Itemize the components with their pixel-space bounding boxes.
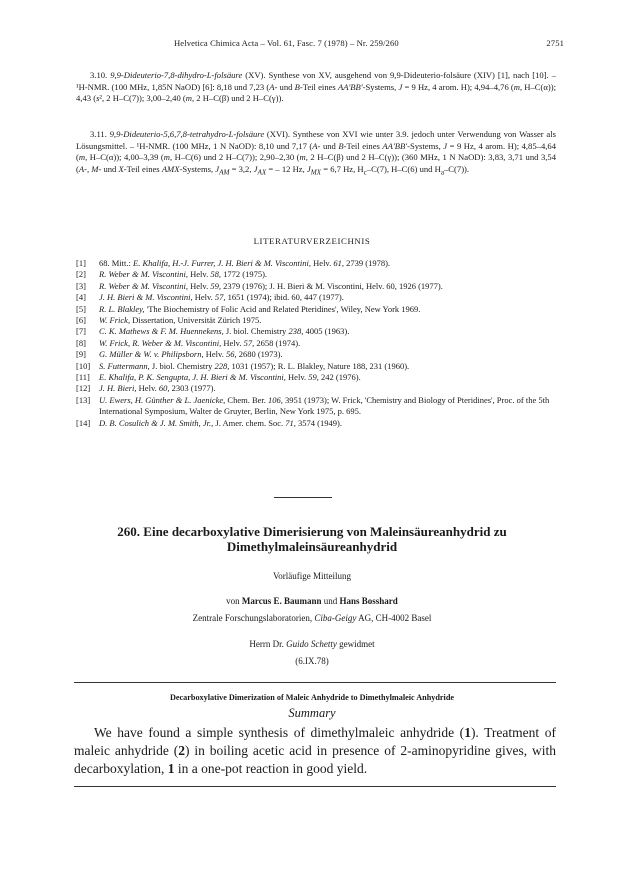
- reference-details: 2303 (1977).: [169, 383, 216, 394]
- abstract-top-rule: [74, 682, 556, 683]
- reference-source: Helv.: [221, 337, 244, 348]
- text-run: m: [299, 152, 306, 163]
- affiliation: [0, 613, 624, 623]
- author-name: Marcus E. Baumann: [241, 596, 322, 606]
- reference-number: [7]: [76, 326, 86, 337]
- reference-authors: W. Frick,: [99, 315, 131, 326]
- text-run: , H–C(6) und 2 H–C(7)); 2,90–2,30 (: [170, 152, 300, 163]
- author-name: Hans Bosshard: [339, 596, 398, 606]
- reference-details: 242 (1976).: [318, 372, 361, 383]
- reference-source: Dissertation, Universität Zürich 1975.: [130, 315, 262, 326]
- text-run: ) in boiling acetic acid in presence of 2-aminopyridine gives, with decarboxylation,: [74, 743, 556, 776]
- reference-source: J. Amer. chem. Soc.: [213, 417, 286, 428]
- text-run: und: [277, 81, 295, 92]
- text-run: (XVI). Synthese von XVI wie unter 3.9. jedoch unter Verwendung von Wasser als Lösungsmittel. – ¹H-NMR. (100 MHz, 1 N NaOD): 8,10 und 7,17 (: [76, 129, 556, 151]
- english-title: Decarboxylative Dimerization of Maleic Anhydride to Dimethylmaleic Anhydride: [169, 693, 455, 702]
- author-line: [0, 596, 624, 606]
- text-run: = 6,7 Hz, H: [321, 163, 364, 174]
- reference-list: [76, 258, 556, 429]
- reference-authors: W. Frick, R. Weber & M. Viscontini,: [99, 337, 222, 348]
- reference-volume: 57,: [243, 337, 255, 348]
- reference-number: [11]: [76, 372, 90, 383]
- text-run: , H–C(α)); 4,00–3,39 (: [85, 152, 164, 163]
- article-title-line: Dimethylmaleinsäureanhydrid: [226, 539, 398, 554]
- reference-item: [76, 258, 556, 269]
- text-run: (XV). Synthese von XV, ausgehend von 9,9-Dideuterio-folsäure (XIV) [1], nach [10]. – ¹H-NMR. (100 MHz, 1,85N NaOD) [6]: 8,18 und 7,23 (: [76, 70, 556, 92]
- text-run: B: [294, 81, 300, 92]
- reference-item: [76, 361, 556, 372]
- reference-source: Helv.: [136, 383, 159, 394]
- section-3-10: [76, 70, 556, 105]
- section-3-11: [76, 129, 556, 179]
- reference-number: [8]: [76, 337, 86, 348]
- reference-number: [9]: [76, 349, 86, 360]
- text-run: , H–C(α)); 4,43 (: [76, 81, 557, 104]
- page-number: 2751: [546, 38, 564, 48]
- text-run: AA'BB': [337, 81, 363, 92]
- summary-paragraph: [74, 724, 556, 778]
- reference-number: [4]: [76, 292, 86, 303]
- reference-item: [76, 395, 556, 418]
- reference-details: 3574 (1949).: [295, 417, 342, 428]
- section-number: 3.11.: [90, 129, 110, 139]
- reference-authors: C. K. Mathews & F. M. Huennekens,: [99, 326, 224, 337]
- reference-details: 2680 (1973).: [236, 349, 283, 360]
- reference-item: [76, 338, 556, 349]
- text-run: –C(7), H–C(6) und H: [366, 163, 441, 174]
- reference-details: 1772 (1975).: [221, 269, 268, 280]
- text-run: 1: [167, 761, 175, 776]
- text-run: c: [363, 168, 367, 177]
- reference-item: [76, 418, 556, 429]
- text-run: von: [226, 596, 242, 606]
- article-title-line: 260. Eine decarboxylative Dimerisierung von Maleinsäureanhydrid zu: [117, 524, 507, 539]
- text-run: a: [440, 168, 444, 177]
- reference-item: [76, 372, 556, 383]
- reference-authors: E. Khalifa, P. K. Sengupta, J. H. Bieri & M. Viscontini,: [99, 372, 286, 383]
- text-run: 1: [464, 725, 471, 740]
- reference-number: [10]: [76, 360, 91, 371]
- reference-source: Helv.: [285, 372, 309, 383]
- text-run: J: [443, 140, 448, 151]
- text-run: und: [321, 596, 340, 606]
- text-run: -Systems,: [179, 163, 216, 174]
- text-run: -Teil eines: [123, 163, 162, 174]
- reference-authors: G. Müller & W. v. Philipsborn,: [99, 349, 204, 360]
- reference-number: [1]: [76, 258, 86, 268]
- reference-number: [12]: [76, 383, 91, 394]
- reference-item: [76, 304, 556, 315]
- reference-details: 3951 (1973); W. Frick, 'Chemistry and Biology of Pteridines', Proc. of the 5th International Symposium, Walter de Gruyter, Berlin, New York 1975, p. 695.: [99, 394, 550, 417]
- text-run: und: [101, 163, 119, 174]
- references-heading: LITERATURVERZEICHNIS: [253, 236, 371, 246]
- reference-details: 2379 (1976); J. H. Bieri & M. Viscontini, Helv. 60, 1926 (1977).: [221, 280, 443, 291]
- reference-source: Helv.: [192, 292, 215, 303]
- text-run: A-, M-: [78, 163, 102, 174]
- journal-header: Helvetica Chimica Acta – Vol. 61, Fasc. 7 (1978) – Nr. 259/260: [174, 38, 399, 48]
- text-run: Guido Schetty: [286, 639, 337, 649]
- text-run: , 2 H–C(β) und 2 H–C(γ)); (360 MHz, 1 N NaOD): 3,83, 3,71 und 3,54 (: [76, 152, 557, 174]
- reference-details: 2739 (1978).: [344, 258, 391, 268]
- text-run: gewidmet: [336, 639, 375, 649]
- reference-number: [6]: [76, 315, 86, 326]
- text-run: We have found a simple synthesis of dimethylmaleic anhydride (: [94, 725, 465, 740]
- abstract-bottom-rule: [74, 786, 556, 787]
- reference-item: [76, 326, 556, 337]
- text-run: AM: [219, 168, 230, 177]
- reference-volume: 58,: [210, 269, 221, 280]
- text-run: J: [253, 163, 258, 174]
- text-run: m: [513, 81, 520, 92]
- text-run: J: [306, 163, 311, 174]
- reference-volume: 56,: [225, 349, 237, 360]
- section-number: 3.10.: [90, 70, 111, 80]
- summary-heading: Summary: [288, 706, 336, 720]
- text-run: s: [96, 93, 100, 104]
- text-run: = 9 Hz, 4 arom. H); 4,85–4,64 (: [76, 140, 556, 163]
- text-run: ², 2 H–C(7)); 3,00–2,40 (: [99, 93, 186, 104]
- text-run: J: [215, 163, 220, 174]
- text-run: B: [338, 140, 344, 151]
- reference-number: [14]: [76, 417, 91, 428]
- reference-number: [2]: [76, 269, 86, 280]
- reference-item: [76, 383, 556, 394]
- text-run: m: [163, 152, 170, 163]
- text-run: AX: [257, 168, 267, 177]
- text-run: Herrn Dr.: [249, 639, 287, 649]
- reference-volume: 57,: [214, 292, 226, 303]
- reference-details: 2658 (1974).: [254, 337, 301, 348]
- text-run: = 3,2,: [229, 163, 254, 174]
- text-run: A-: [269, 81, 278, 92]
- reference-volume: 228,: [214, 360, 230, 371]
- reference-source: Chem. Ber.: [225, 394, 269, 405]
- reference-source: Helv.: [188, 269, 211, 280]
- text-run: -Teil eines: [343, 140, 383, 151]
- text-run: in a one-pot reaction in good yield.: [174, 761, 368, 776]
- text-run: A-: [312, 140, 321, 151]
- reference-volume: 61,: [333, 258, 345, 268]
- text-run: J: [398, 81, 403, 92]
- reference-authors: U. Ewers, H. Günther & L. Jaenicke,: [99, 394, 226, 405]
- text-run: –C(7)).: [444, 163, 470, 174]
- text-run: MX: [310, 168, 322, 177]
- text-run: und: [320, 140, 339, 151]
- text-run: Ciba-Geigy: [314, 613, 357, 623]
- text-run: m: [185, 93, 192, 104]
- text-run: = – 12 Hz,: [266, 163, 307, 174]
- reference-item: [76, 281, 556, 292]
- summary-text: [74, 724, 556, 778]
- reference-authors: R. Weber & M. Viscontini,: [99, 269, 189, 280]
- text-run: m: [78, 152, 86, 163]
- text-run: -Systems,: [362, 81, 399, 92]
- reference-volume: 71,: [285, 417, 296, 428]
- reference-source: J. biol. Chemistry: [223, 326, 289, 337]
- reference-volume: 59,: [210, 280, 221, 291]
- reference-number: [5]: [76, 303, 86, 314]
- text-run: Zentrale Forschungslaboratorien,: [192, 613, 315, 623]
- reference-authors: R. L. Blakley,: [99, 303, 145, 314]
- reference-volume: 59,: [308, 372, 319, 383]
- reference-source: Helv.: [188, 280, 211, 291]
- reference-volume: 238,: [288, 326, 304, 337]
- text-run: , 2 H–C(β) und 2 H–C(γ)).: [192, 93, 284, 104]
- reference-number: [3]: [76, 280, 86, 291]
- received-date: (6.IX.78): [295, 656, 329, 666]
- reference-source: Helv.: [311, 258, 334, 268]
- reference-authors: E. Khalifa, H.-J. Furrer, J. H. Bieri & M. Viscontini,: [133, 258, 312, 268]
- text-run: 2: [178, 743, 185, 758]
- reference-text: 68. Mitt.:: [99, 258, 134, 268]
- reference-authors: J. H. Bieri,: [99, 383, 137, 394]
- reference-item: [76, 292, 556, 303]
- dedication: [0, 639, 624, 649]
- reference-item: [76, 349, 556, 360]
- reference-source: J. biol. Chemistry: [149, 360, 215, 371]
- text-run: AG, CH-4002 Basel: [356, 613, 432, 623]
- section-divider: [274, 497, 332, 498]
- reference-item: [76, 269, 556, 280]
- text-run: -Teil eines: [299, 81, 338, 92]
- text-run: X: [118, 163, 124, 174]
- reference-details: 1031 (1957); R. L. Blakley, Nature 188, 231 (1960).: [229, 360, 410, 371]
- reference-source: Helv.: [203, 349, 226, 360]
- reference-authors: D. B. Cosulich & J. M. Smith, Jr.,: [99, 417, 214, 428]
- text-run: AA'BB': [382, 140, 408, 151]
- reference-authors: R. Weber & M. Viscontini,: [99, 280, 189, 291]
- compound-name: 9,9-Dideuterio-7,8-dihydro-L-folsäure: [110, 70, 243, 80]
- reference-volume: 60,: [158, 383, 170, 394]
- reference-item: [76, 315, 556, 326]
- reference-number: [13]: [76, 394, 91, 405]
- compound-name: 9,9-Dideuterio-5,6,7,8-tetrahydro-L-folsäure: [109, 129, 265, 139]
- reference-authors: S. Futtermann,: [99, 360, 150, 371]
- reference-authors: J. H. Bieri & M. Viscontini,: [99, 292, 193, 303]
- reference-volume: 106,: [268, 394, 283, 405]
- reference-source: 'The Biochemistry of Folic Acid and Related Pteridines', Wiley, New York 1969.: [144, 303, 421, 314]
- text-run: ). Treatment of maleic anhydride (: [74, 725, 556, 758]
- text-run: = 9 Hz, 4 arom. H); 4,94–4,76 (: [402, 81, 514, 92]
- article-title: [60, 524, 564, 554]
- reference-details: 1651 (1974); ibid. 60, 447 (1977).: [225, 292, 344, 303]
- reference-details: 4005 (1963).: [303, 326, 350, 337]
- article-subtitle: Vorläufige Mitteilung: [272, 571, 352, 581]
- text-run: AMX: [161, 163, 180, 174]
- text-run: -Systems,: [407, 140, 444, 151]
